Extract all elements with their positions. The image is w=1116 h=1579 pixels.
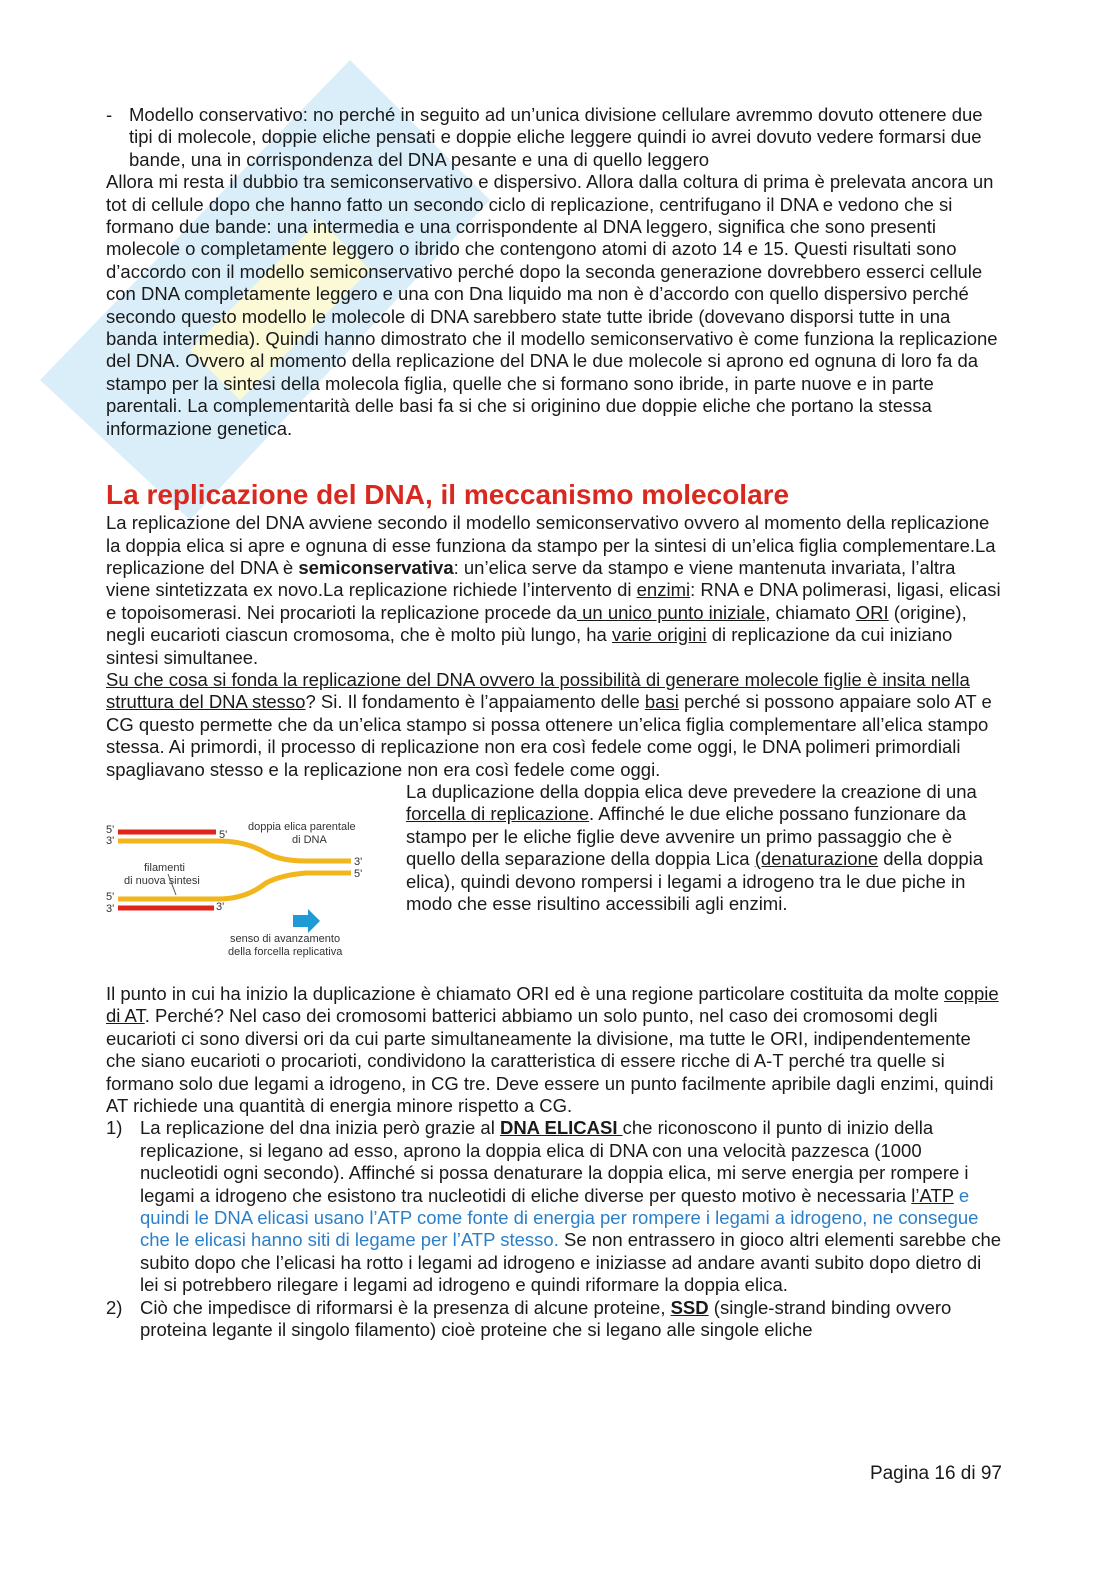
text-run: (single-strand binding ovvero proteina legante il singolo filamento) cioè proteine che si legano alle singole eliche	[140, 1296, 952, 1341]
list-number: 1)	[106, 1117, 123, 1139]
text-run: che riconoscono il punto di inizio della replicazione, si legano ad esso, aprono la doppia elica di DNA con una velocità pazzesca (1000 nucleotidi ogni secondo). Affinché si possa denaturare la doppia elica, mi serve energia per rompere i legami a idrogeno che esistono tra nucleotidi di eliche diverse per questo motivo è necessaria	[140, 1117, 969, 1206]
text-run: Il punto in cui ha inizio la duplicazione è chiamato ORI ed è una regione particolare costituita da molte	[106, 982, 945, 1004]
underlined-question: Su che cosa si fonda la replicazione del DNA ovvero la possibilità di generare molecole figlie è insita nella struttura del DNA stesso	[106, 668, 970, 713]
end-label: 5'	[354, 867, 363, 880]
list-item	[106, 1297, 1004, 1342]
dash-bullet: -	[106, 104, 113, 125]
intro-paragraph: Allora mi resta il dubbio tra semiconservativo e dispersivo. Allora dalla coltura di prima è prelevata ancora un tot di cellule dopo che hanno fatto un secondo ciclo di replicazione, centrifugano il DNA e vedono che si formano due bande: una intermedia e una corrispondente al DNA leggero, significa che sono presenti molecole o completamente leggero o ibrido che contengono atomi di azoto 14 e 15. Questi risultati sono d’accordo con il modello semiconservativo perché dopo la seconda generazione dovrebbero esserci cellule con DNA completamente leggero e una con Dna liquido ma non è d’accordo con quello dispersivo perché secondo questo modello le molecole di DNA sarebbero state tutte ibride (dovevano disporsi tutte in una banda intermedia). Quindi hanno dimostrato che il modello semiconservativo è come funziona la replicazione del DNA. Ovvero al momento della replicazione del DNA le due molecole si aprono ed ognuna di loro fa da stampo per la sintesi della molecola figlia, quelle che si formano sono ibride, in parte nuove e in parte parentali. La complementarità delle basi fa si che si originino due doppie eliche che portano la stessa informazione genetica.	[106, 171, 998, 439]
end-label: 3'	[354, 855, 363, 868]
end-label: 5'	[106, 823, 115, 836]
list-number: 2)	[106, 1296, 123, 1318]
end-label: 5'	[106, 890, 115, 903]
figure-paragraph	[406, 781, 1004, 961]
replication-fork-diagram	[106, 781, 406, 961]
label-direction-2: della forcella replicativa	[228, 945, 343, 958]
text-run: : RNA e DNA polimerasi, ligasi, elicasi e topoisomerasi. Nei procarioti la replicazione procede da	[106, 579, 1001, 623]
text-run: La duplicazione della doppia elica deve prevedere la creazione di una	[406, 780, 977, 802]
underlined-term: varie origini	[611, 624, 707, 646]
paragraph	[106, 983, 1004, 1117]
label-new-2: di nuova sintesi	[124, 874, 200, 887]
text-run: (origine), negli eucarioti ciascun cromosoma, che è molto più lungo, ha	[106, 601, 967, 646]
page-content	[106, 104, 1004, 1341]
underlined-term: un unico punto iniziale	[576, 601, 766, 623]
underlined-term: basi	[644, 691, 679, 713]
replication-fork-figure	[106, 781, 406, 961]
text-run: . Perché? Nel caso dei cromosomi batterici abbiamo un solo punto, nel caso dei cromosomi degli eucarioti ci sono diversi ori da cui parte simultaneamente la divisione, ma tutte le ORI, indipendentemente che siano eucarioti o procarioti, condividono la caratteristica di essere ricche di A-T perché tra quelle si formano solo due legami a idrogeno, in CG tre. Deve essere un punto facilmente apribile dagli enzimi, quindi AT richiede una quantità di energia minore rispetto a CG.	[106, 1005, 994, 1116]
underlined-term: forcella di replicazione	[406, 803, 590, 825]
page-number: Pagina 16 di 97	[869, 1463, 1002, 1484]
bold-term: semiconservativa	[298, 556, 454, 578]
paragraph	[106, 669, 1004, 781]
text-run: , chiamato	[765, 601, 856, 623]
text-run: La replicazione del DNA avviene secondo il modello semiconservativo ovvero al momento della replicazione la doppia elica si apre e ognuna di esse funziona da stampo per la sintesi di un’elica figlia complementare.La replicazione del DNA è	[106, 512, 996, 578]
list-item	[106, 104, 1004, 171]
label-parental: doppia elica parentale	[248, 820, 356, 833]
underlined-term: coppie di AT	[106, 982, 999, 1027]
underlined-term: enzimi	[636, 579, 691, 601]
label-new: filamenti	[144, 861, 185, 874]
paragraph	[106, 512, 1004, 669]
section-title: La replicazione del DNA, il meccanismo molecolare	[106, 479, 790, 511]
list-item-text	[140, 1117, 1004, 1296]
text-run: . Affinché le due eliche possano funzionare da stampo per le eliche figlie deve avvenire un primo passaggio che è quello della separazione della doppia Lica	[406, 803, 967, 870]
spacer	[106, 961, 1004, 983]
numbered-list	[106, 1117, 1004, 1341]
figure-row	[106, 781, 1004, 961]
end-label: 3'	[106, 834, 115, 847]
text-run: La replicazione del dna inizia però grazie al	[140, 1117, 500, 1139]
arrow-right-icon	[293, 909, 320, 933]
end-label: 3'	[106, 902, 115, 915]
underlined-term: (denaturazione	[754, 848, 879, 870]
text-run: Ciò che impedisce di riformarsi è la presenza di alcune proteine,	[140, 1296, 671, 1318]
list-item-text	[140, 1297, 1004, 1342]
underlined-term: ORI	[855, 601, 889, 623]
text-run: perché si possono appaiare solo AT e CG questo permette che da un’elica stampo si possa ottenere un’elica figlia complementare all’elica stampo stessa. Ai primordi, il processo di replicazione non era così fedele come oggi, le DNA polimeri primordiali spagliavano stesso e la replicazione non era così fedele come oggi.	[106, 691, 992, 780]
text-run: : un’elica serve da stampo e viene mantenuta invariata, l’altra viene sintetizzata ex novo.La replicazione richiede l’intervento di	[106, 556, 956, 601]
text-run: Se non entrassero in gioco altri elementi sarebbe che subito dopo che l’elicasi ha rotto i legami ad idrogeno e iniziasse ad andare avanti subito dopo dietro di lei si potrebbero rilegare i legami ad idrogeno e quindi riformare la doppia elica.	[140, 1229, 1002, 1296]
underlined-term: l’ATP	[911, 1184, 954, 1206]
highlighted-text: e quindi le DNA elicasi usano l’ATP come fonte di energia per rompere i legami a idrogeno, ne consegue che le elicasi hanno siti di legame per l’ATP stesso.	[140, 1184, 979, 1251]
end-label: 3'	[216, 900, 225, 913]
text-run: della doppia elica), quindi devono rompersi i legami a idrogeno tra le due piche in modo che esse risultino accessibili agli enzimi.	[406, 848, 984, 914]
bold-term: DNA ELICASI	[499, 1117, 623, 1139]
list-item-text: Modello conservativo: no perché in seguito ad un’unica divisione cellulare avremmo dovuto ottenere due tipi di molecole, doppie eliche pensati e doppie eliche leggere quindi io avrei dovuto vedere formarsi due bande, una in corrispondenza del DNA pesante e una di quello leggero	[129, 104, 983, 170]
label-parental-2: di DNA	[292, 833, 327, 846]
list-item	[106, 1117, 1004, 1296]
label-direction: senso di avanzamento	[230, 932, 341, 945]
text-run: di replicazione da cui iniziano sintesi simultanee.	[106, 624, 953, 668]
end-label: 5'	[219, 828, 228, 841]
text-run: ? Si. Il fondamento è l’appaiamento delle	[305, 691, 645, 713]
bold-term: SSD	[670, 1296, 709, 1318]
